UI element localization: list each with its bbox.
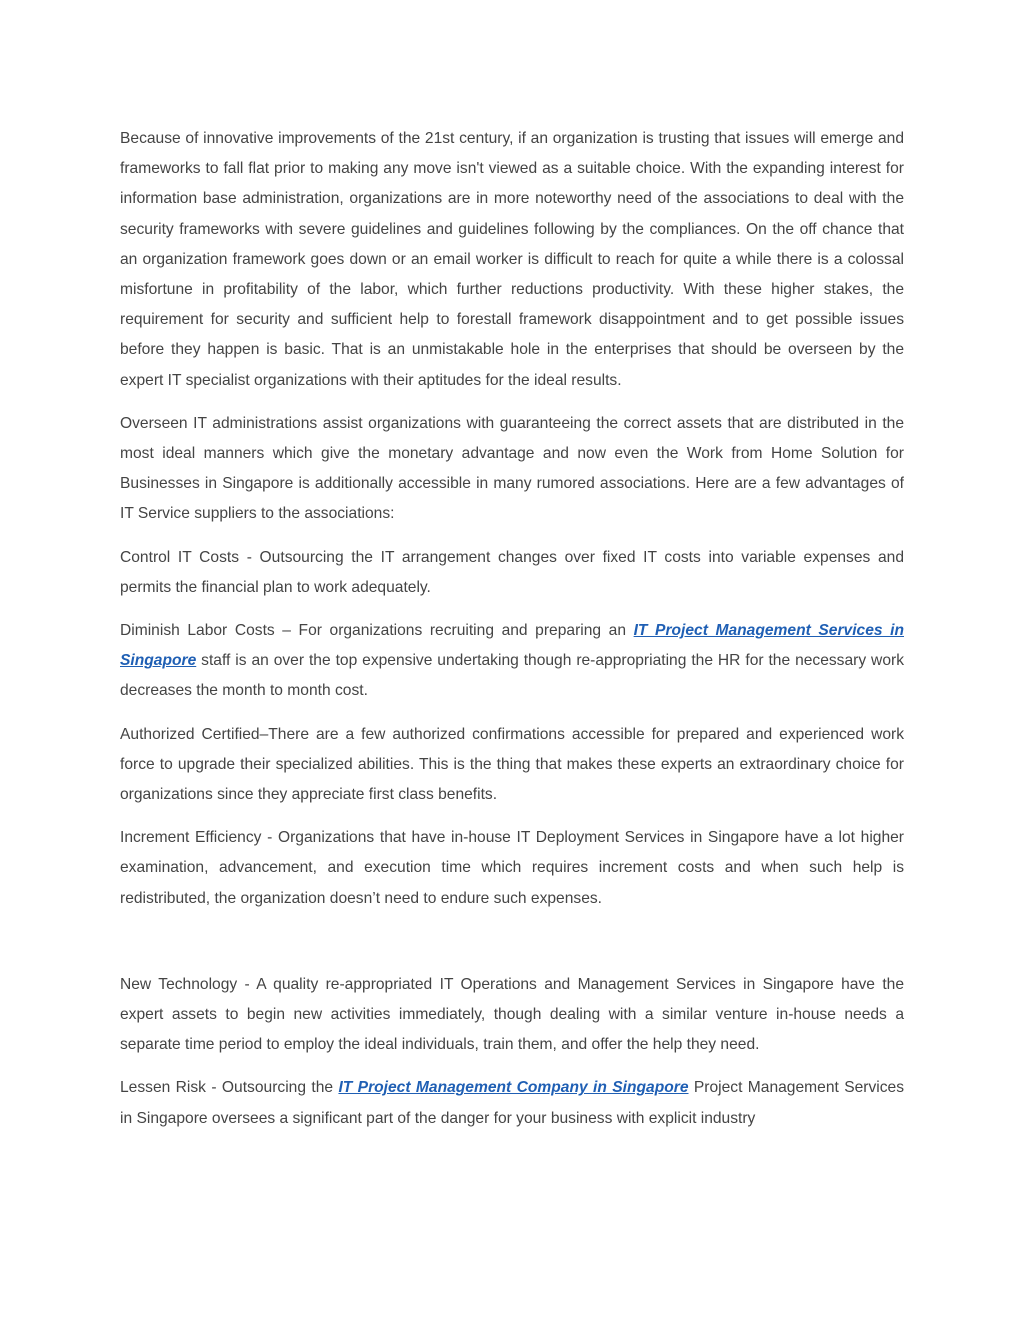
paragraph-overview: Overseen IT administrations assist organizations with guaranteeing the correct assets that are distributed in the most ideal manners which give the monetary advantage and now even the Work from Home Solution for Businesses in Singapore is additionally accessible in many rumored associations. Here are a few advantages of IT Service suppliers to the associations:: [120, 414, 904, 523]
labor-costs-text-after: staff is an over the top expensive undertaking though re-appropriating the HR for the necessary work decreases the month to month cost.: [120, 652, 904, 700]
labor-costs-text-before: Diminish Labor Costs – For organizations recruiting and preparing an: [120, 622, 634, 640]
paragraph-new-technology: New Technology - A quality re-appropriated IT Operations and Management Services in Singapore have the expert assets to begin new activities immediately, though dealing with a similar venture in-house needs a separate time period to employ the ideal individuals, train them, and offer the help they need.: [120, 975, 904, 1054]
document-body: [120, 124, 904, 1147]
paragraph-authorized-certified: Authorized Certified–There are a few authorized confirmations accessible for prepared and experienced work force to upgrade their specialized abilities. This is the thing that makes these experts an extraordinary choice for organizations since they appreciate first class benefits.: [120, 725, 904, 804]
it-project-management-company-link[interactable]: IT Project Management Company in Singapore: [338, 1079, 689, 1097]
it-project-management-services-link[interactable]: IT Project Management Services in Singapore: [120, 622, 904, 670]
paragraph-control-costs: Control IT Costs - Outsourcing the IT arrangement changes over fixed IT costs into variable expenses and permits the financial plan to work adequately.: [120, 548, 904, 596]
paragraph-increment-efficiency: Increment Efficiency - Organizations that have in-house IT Deployment Services in Singapore have a lot higher examination, advancement, and execution time which requires increment costs and when such help is redistributed, the organization doesn’t need to endure such expenses.: [120, 829, 904, 907]
lessen-risk-text-after: Project Management Services in Singapore oversees a significant part of the danger for your business with explicit industry: [120, 1079, 904, 1127]
paragraph-intro: Because of innovative improvements of the 21st century, if an organization is trusting that issues will emerge and frameworks to fall flat prior to making any move isn't viewed as a suitable choice. With the expanding interest for information base administration, organizations are in more noteworthy need of the associations to deal with the security frameworks with severe guidelines and guidelines following by the compliances. On the off chance that an organization framework goes down or an email worker is difficult to reach for quite a while there is a colossal misfortune in profitability of the labor, which further reductions productivity. With these higher stakes, the requirement for security and sufficient help to forestall framework disappointment and to get possible issues before they happen is basic. That is an unmistakable hole in the enterprises that should be overseen by the expert IT specialist organizations with their aptitudes for the ideal results.: [120, 130, 904, 389]
lessen-risk-text-before: Lessen Risk - Outsourcing the: [120, 1079, 339, 1097]
paragraph-lessen-risk: [120, 1073, 904, 1133]
paragraph-labor-costs: [120, 616, 904, 707]
